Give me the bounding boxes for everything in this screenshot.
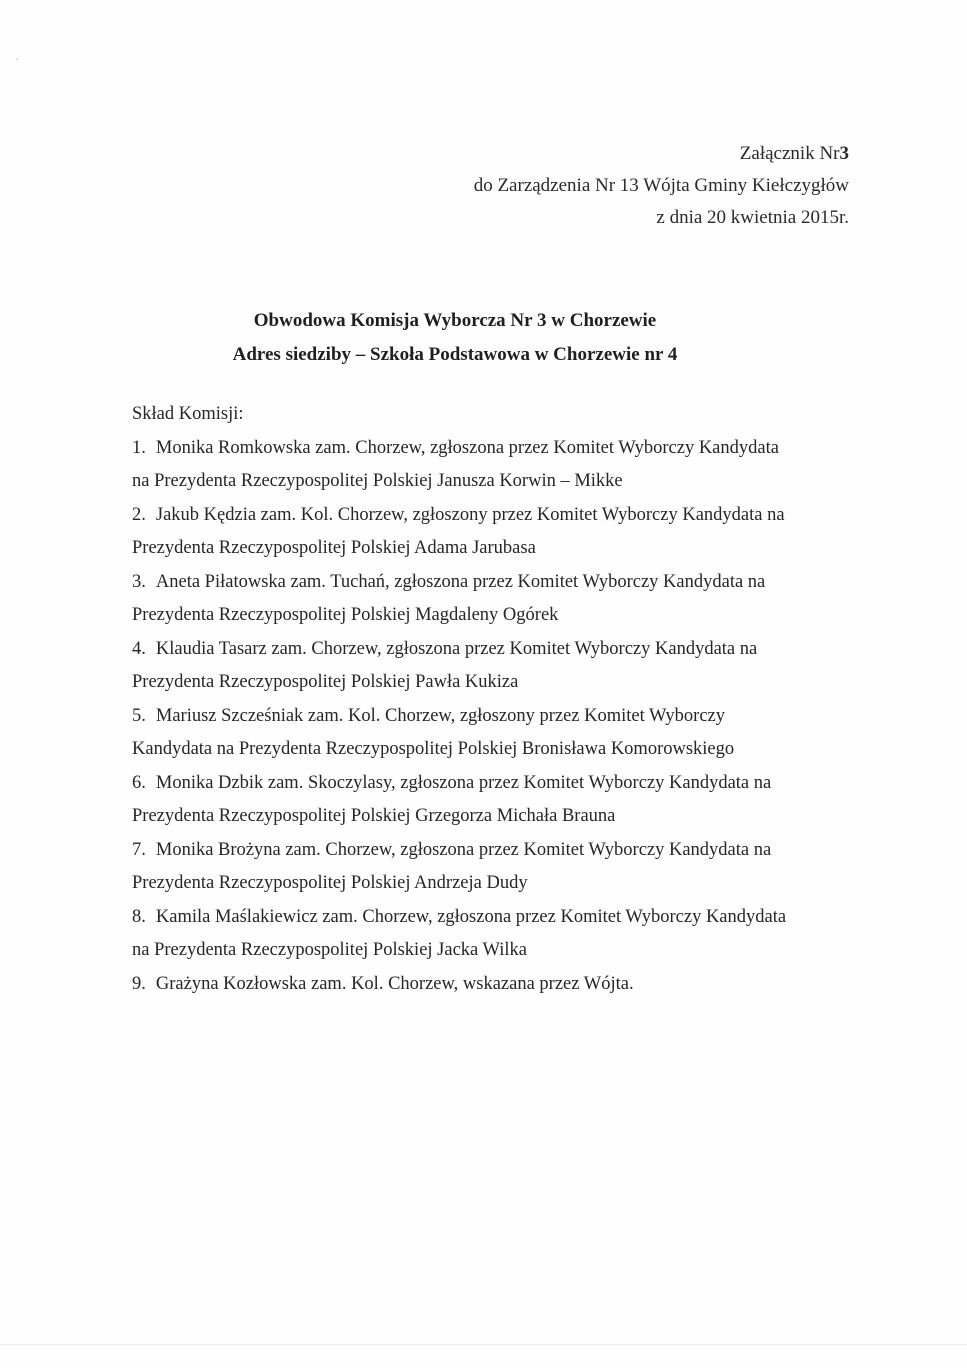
document-title — [0, 304, 910, 372]
composition-label: Skład Komisji: — [132, 404, 244, 424]
member-number: 7. — [132, 839, 146, 860]
member-text: Mariusz Szcześniak zam. Kol. Chorzew, zgłoszony przez Komitet Wyborczy — [155, 705, 725, 726]
member-text: Klaudia Tasarz zam. Chorzew, zgłoszona przez Komitet Wyborczy Kandydata na — [155, 638, 758, 659]
ordinance-reference: do Zarządzenia Nr 13 Wójta Gminy Kiełczygłów — [473, 175, 849, 196]
member-text-continued: na Prezydenta Rzeczypospolitej Polskiej Janusza Korwin – Mikke — [132, 471, 623, 491]
list-item — [132, 901, 852, 968]
page-edge — [0, 1344, 967, 1345]
member-text: Aneta Piłatowska zam. Tuchań, zgłoszona przez Komitet Wyborczy Kandydata na — [155, 571, 766, 592]
member-line — [132, 700, 852, 734]
member-number: 3. — [132, 571, 146, 592]
member-list — [132, 432, 852, 1002]
list-item — [132, 499, 852, 566]
member-line — [132, 968, 852, 1002]
attachment-label: Załącznik Nr — [739, 143, 840, 164]
member-text: Monika Dzbik zam. Skoczylasy, zgłoszona przez Komitet Wyborczy Kandydata na — [155, 772, 772, 793]
list-item — [132, 432, 852, 499]
member-line — [132, 499, 852, 533]
ordinance-date: z dnia 20 kwietnia 2015r. — [656, 207, 849, 228]
attachment-number: 3 — [839, 143, 849, 164]
list-item — [132, 767, 852, 834]
member-text-continued: Prezydenta Rzeczypospolitej Polskiej Andrzeja Dudy — [132, 873, 528, 893]
commission-address: Adres siedziby – Szkoła Podstawowa w Chorzewie nr 4 — [232, 344, 678, 365]
member-line — [132, 432, 852, 466]
member-text-continued: na Prezydenta Rzeczypospolitej Polskiej Jacka Wilka — [132, 940, 528, 960]
member-line — [132, 834, 852, 868]
member-text: Monika Brożyna zam. Chorzew, zgłoszona przez Komitet Wyborczy Kandydata na — [155, 839, 772, 860]
member-text: Monika Romkowska zam. Chorzew, zgłoszona przez Komitet Wyborczy Kandydata — [155, 437, 779, 458]
list-item — [132, 700, 852, 767]
member-text-continued: Prezydenta Rzeczypospolitej Polskiej Adama Jarubasa — [132, 538, 536, 558]
commission-name: Obwodowa Komisja Wyborcza Nr 3 w Chorzewie — [253, 310, 657, 331]
member-text-continued: Prezydenta Rzeczypospolitej Polskiej Pawła Kukiza — [132, 672, 519, 692]
member-line — [132, 901, 852, 935]
scan-speck — [16, 58, 18, 60]
list-item — [132, 968, 852, 1002]
member-text: Grażyna Kozłowska zam. Kol. Chorzew, wskazana przez Wójta. — [155, 973, 634, 994]
member-line — [132, 633, 852, 667]
attachment-header — [474, 138, 849, 234]
list-item — [132, 834, 852, 901]
member-number: 9. — [132, 973, 146, 994]
member-text-continued: Kandydata na Prezydenta Rzeczypospolitej Polskiej Bronisława Komorowskiego — [132, 739, 735, 759]
member-text: Jakub Kędzia zam. Kol. Chorzew, zgłoszony przez Komitet Wyborczy Kandydata na — [155, 504, 785, 525]
attachment-number-line — [474, 138, 849, 170]
member-number: 5. — [132, 705, 146, 726]
member-number: 6. — [132, 772, 146, 793]
member-text-continued: Prezydenta Rzeczypospolitej Polskiej Magdaleny Ogórek — [132, 605, 559, 625]
member-line — [132, 566, 852, 600]
member-number: 4. — [132, 638, 146, 659]
list-item — [132, 633, 852, 700]
member-line — [132, 767, 852, 801]
member-text: Kamila Maślakiewicz zam. Chorzew, zgłoszona przez Komitet Wyborczy Kandydata — [155, 906, 787, 927]
member-number: 2. — [132, 504, 146, 525]
member-text-continued: Prezydenta Rzeczypospolitej Polskiej Grzegorza Michała Brauna — [132, 806, 616, 826]
member-number: 8. — [132, 906, 146, 927]
member-number: 1. — [132, 437, 146, 458]
commission-composition — [132, 398, 852, 1001]
list-item — [132, 566, 852, 633]
